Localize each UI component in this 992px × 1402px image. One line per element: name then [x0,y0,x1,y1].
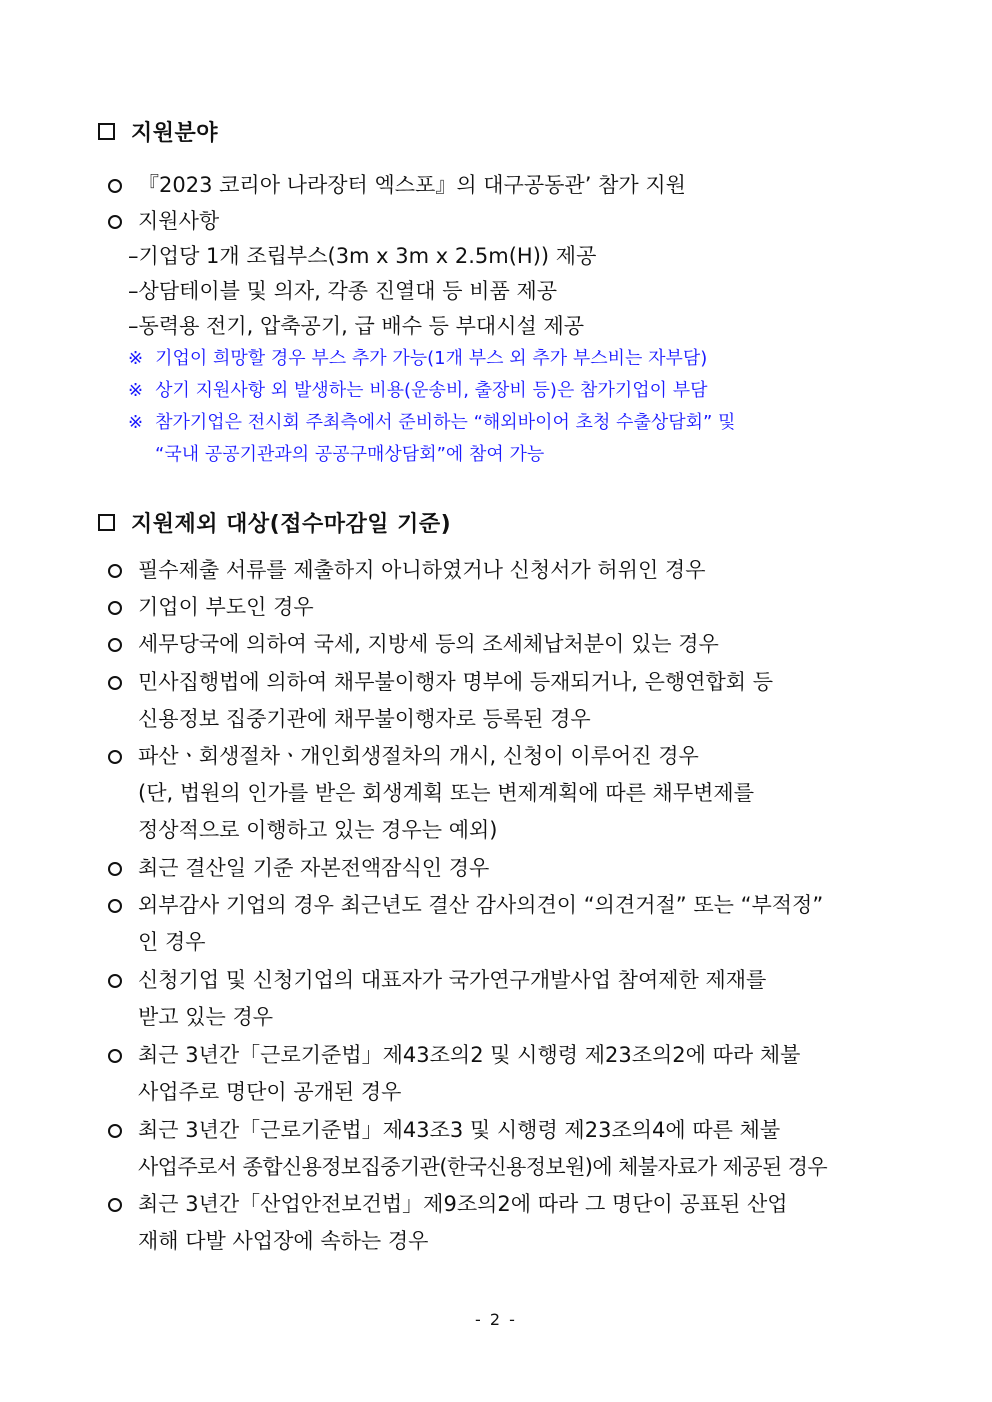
checkbox-square-icon [98,514,115,531]
note-continuation: “국내 공공기관과의 공공구매상담회”에 참여 가능 [155,444,545,465]
exclusion-item: 세무당국에 의하여 국세, 지방세 등의 조세체납처분이 있는 경우 [108,629,719,659]
sub-item: –기업당 1개 조립부스(3m x 3m x 2.5m(H)) 제공 [128,244,597,268]
circle-bullet-icon [108,1049,122,1063]
circle-bullet-icon [108,1198,122,1212]
section-heading [98,114,218,148]
circle-bullet-icon [108,215,122,229]
exclusion-item-continuation: 사업주로서 종합신용정보집중기관(한국신용정보원)에 체불자료가 제공된 경우 [138,1155,828,1179]
exclusion-item-continuation: (단, 법원의 인가를 받은 회생계획 또는 변제계획에 따른 채무변제를 [138,781,754,805]
circle-bullet-icon [108,638,122,652]
exclusion-item: 민사집행법에 의하여 채무불이행자 명부에 등재되거나, 은행연합회 등 [108,667,773,697]
circle-bullet-icon [108,564,122,578]
exclusion-item-continuation: 신용정보 집중기관에 채무불이행자로 등록된 경우 [138,707,591,731]
exclusion-item: 기업이 부도인 경우 [108,592,314,622]
circle-bullet-icon [108,899,122,913]
section-title: 지원제외 대상(접수마감일 기준) [131,511,452,537]
list-item: 지원사항 [108,206,219,236]
exclusion-item: 신청기업 및 신청기업의 대표자가 국가연구개발사업 참여제한 제재를 [108,965,766,995]
circle-bullet-icon [108,1124,122,1138]
circle-bullet-icon [108,601,122,615]
sub-item: –동력용 전기, 압축공기, 급 배수 등 부대시설 제공 [128,314,585,338]
exclusion-item: 최근 결산일 기준 자본전액잠식인 경우 [108,853,489,883]
exclusion-item-continuation: 사업주로 명단이 공개된 경우 [138,1080,402,1104]
note-item: ※ 상기 지원사항 외 발생하는 비용(운송비, 출장비 등)은 참가기업이 부담 [128,380,708,401]
exclusion-item: 최근 3년간「근로기준법」제43조3 및 시행령 제23조의4에 따른 체불 [108,1115,780,1145]
exclusion-item: 외부감사 기업의 경우 최근년도 결산 감사의견이 “의견거절” 또는 “부적정” [108,890,823,920]
reference-mark-icon: ※ [128,348,144,369]
exclusion-item-continuation: 인 경우 [138,930,206,954]
sub-item: –상담테이블 및 의자, 각종 진열대 등 비품 제공 [128,279,558,303]
circle-bullet-icon [108,750,122,764]
circle-bullet-icon [108,179,122,193]
exclusion-item: 최근 3년간「근로기준법」제43조의2 및 시행령 제23조의2에 따라 체불 [108,1040,800,1070]
list-item: 『2023 코리아 나라장터 엑스포』의 대구공동관’ 참가 지원 [108,170,686,200]
reference-mark-icon: ※ [128,380,144,401]
circle-bullet-icon [108,974,122,988]
exclusion-item-continuation: 재해 다발 사업장에 속하는 경우 [138,1229,429,1253]
note-item: ※ 참가기업은 전시회 주최측에서 준비하는 “해외바이어 초청 수출상담회” 및 [128,412,736,433]
section-support-fields [98,114,218,148]
checkbox-square-icon [98,123,115,140]
exclusion-item: 파산ㆍ회생절차ㆍ개인회생절차의 개시, 신청이 이루어진 경우 [108,741,699,771]
exclusion-item: 최근 3년간「산업안전보건법」제9조의2에 따라 그 명단이 공표된 산업 [108,1189,788,1219]
section-heading [98,505,451,539]
exclusion-item-continuation: 받고 있는 경우 [138,1005,274,1029]
section-title: 지원분야 [131,120,219,146]
reference-mark-icon: ※ [128,412,144,433]
note-item: ※ 기업이 희망할 경우 부스 추가 가능(1개 부스 외 추가 부스비는 자부담) [128,348,708,369]
circle-bullet-icon [108,676,122,690]
exclusion-item: 필수제출 서류를 제출하지 아니하였거나 신청서가 허위인 경우 [108,555,706,585]
exclusion-item-continuation: 정상적으로 이행하고 있는 경우는 예외) [138,818,498,842]
circle-bullet-icon [108,862,122,876]
page-number: - 2 - [475,1310,517,1329]
section-exclusions [98,505,451,539]
